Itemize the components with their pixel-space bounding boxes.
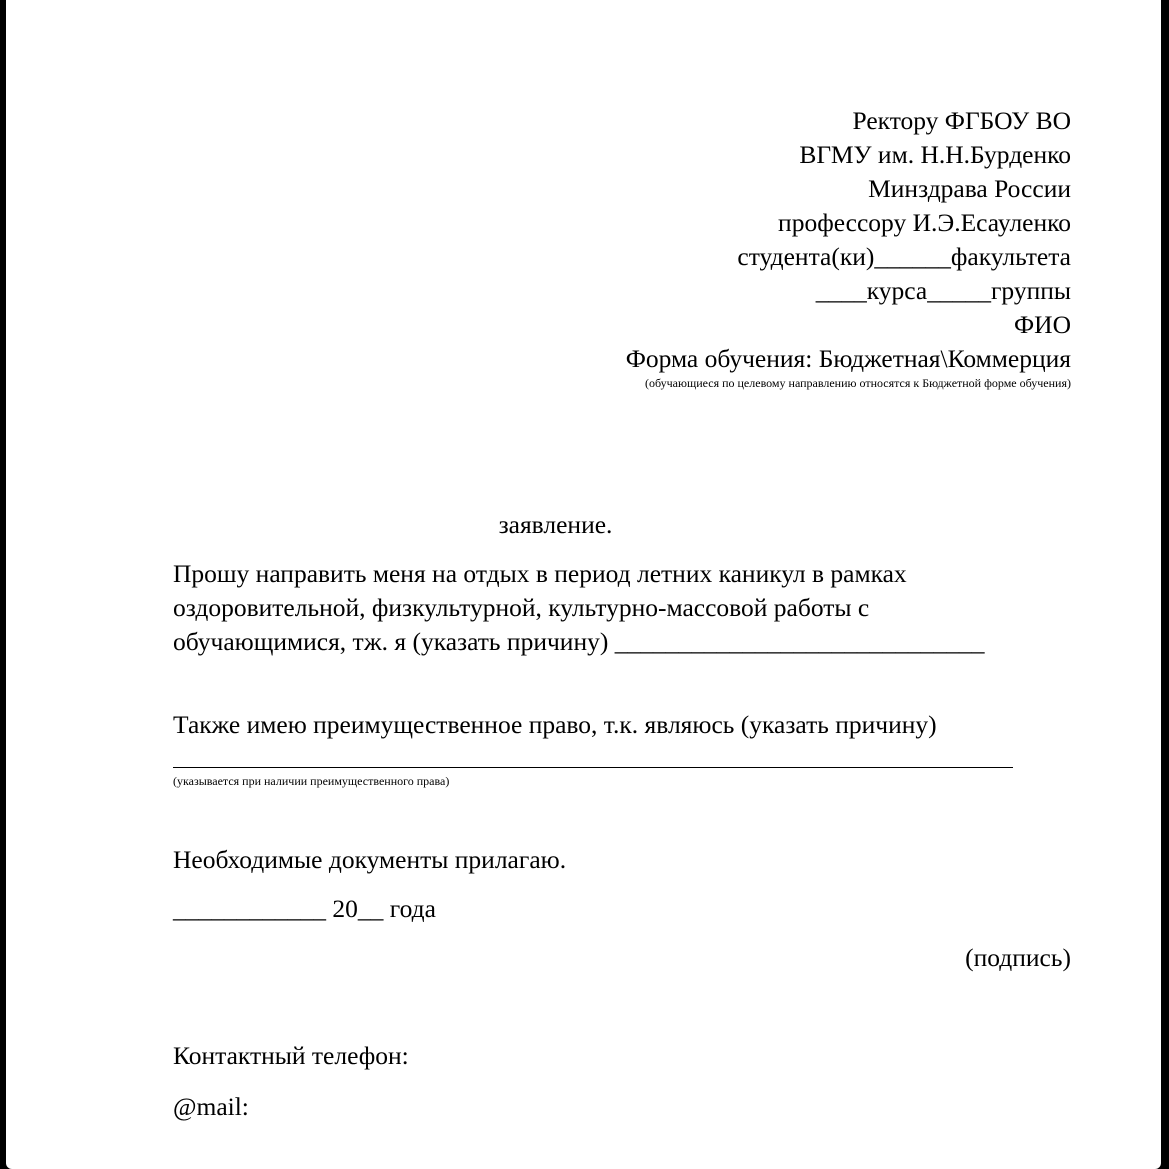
request-text-line-1: Прошу направить меня на отдых в период летних каникул в рамках [173,559,907,588]
student-faculty-line: студента(ки)______факультета [737,242,1071,271]
document-title: заявление. [498,510,613,539]
request-text-line-3: обучающимися, тж. я (указать причину) _____________________________ [173,627,985,656]
addressee-ministry: Минздрава России [868,174,1071,203]
signature-label: (подпись) [965,943,1071,972]
request-text-line-2: оздоровительной, физкультурной, культурно-массовой работы с [173,593,870,622]
study-form-note: (обучающиеся по целевому направлению относятся к Бюджетной форме обучения) [644,376,1071,390]
document-page [6,0,1161,1169]
contact-phone-label: Контактный телефон: [173,1041,409,1070]
addressee-university: ВГМУ им. Н.Н.Бурденко [799,140,1071,169]
full-name-label: ФИО [1014,310,1071,339]
priority-reason-underline [173,767,1013,768]
priority-right-text: Также имею преимущественное право, т.к. являюсь (указать причину) [173,710,937,739]
course-group-line: ____курса_____группы [815,276,1071,305]
email-label: @mail: [173,1092,249,1121]
date-line: ____________ 20__ года [173,894,436,923]
addressee-professor: профессору И.Э.Есауленко [778,208,1071,237]
study-form-line: Форма обучения: Бюджетная\Коммерция [625,344,1071,373]
priority-right-note: (указывается при наличии преимущественного права) [173,774,450,788]
addressee-rector: Ректору ФГБОУ ВО [852,106,1071,135]
documents-attached-text: Необходимые документы прилагаю. [173,845,567,874]
